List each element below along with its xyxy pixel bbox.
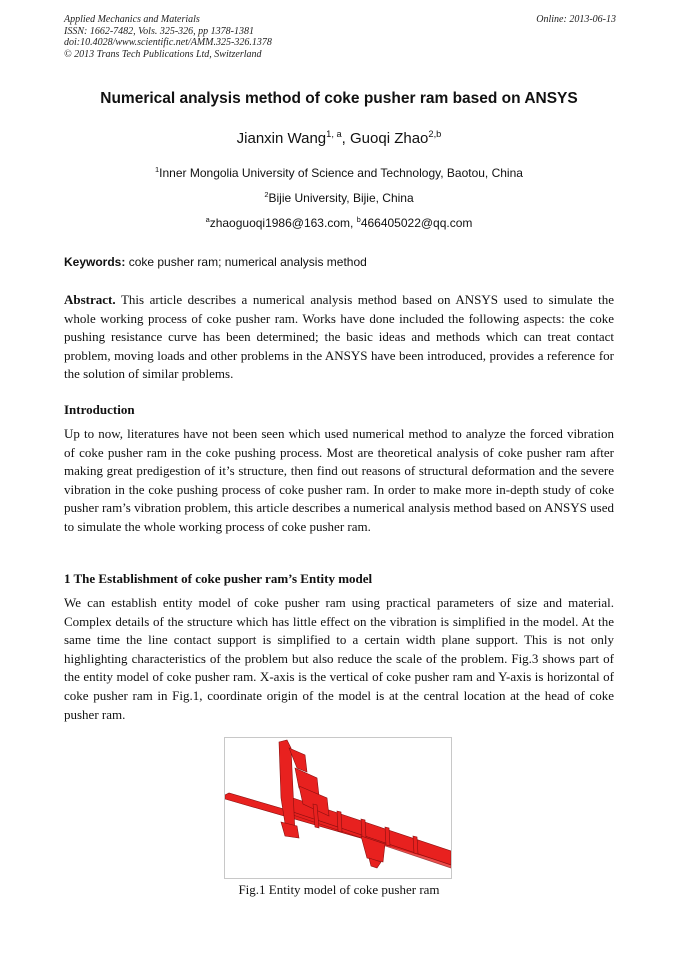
section1-heading: 1 The Establishment of coke pusher ram’s Entity model [64, 571, 373, 586]
paper-title: Numerical analysis method of coke pusher ram based on ANSYS [100, 90, 578, 107]
doi-line: doi:10.4028/www.scientific.net/AMM.325-326.1378 [64, 37, 272, 48]
section1-text: We can establish entity model of coke pusher ram using practical parameters of size and material. Complex details of the structure which has little effect on the vibration is simplified in the model. At the same time the line contact support is simplified to a certain width plane support. This is not only highlighting characteristics of the problem but also reduce the scale of the problem. Fig.3 shows part of the entity model of coke pusher ram. X-axis is the vertical of coke pusher ram and Y-axis is horizontal of coke pusher ram in Fig.1, coordinate origin of the model is at the central location at the head of coke pusher ram. [64, 595, 614, 722]
email-a: zhaoguoqi1986@163.com [209, 216, 350, 230]
author-name: Guoqi Zhao [350, 130, 429, 147]
beam-rib [337, 811, 342, 832]
beam-rib [413, 836, 418, 854]
tower-base [281, 822, 299, 838]
figure-1 [224, 737, 452, 879]
affiliation-text: Inner Mongolia University of Science and Technology, Baotou, China [159, 166, 523, 180]
journal-name: Applied Mechanics and Materials [64, 14, 200, 25]
affiliation-superscript: 1 [155, 165, 160, 174]
introduction-text: Up to now, literatures have not been seen which used numerical method to analyze the forced vibration of coke pusher ram in the coke pushing process. Most are theoretical analysis of coke pusher ram after making great predigestion of it’s structure, then find out reasons of structural deformation and the severe vibration in the coke pushing process of coke pusher ram. In order to make more in-depth study of coke pusher ram’s vibration problem, this article describes a numerical analysis method based on ANSYS used to simulate the whole working process of coke pusher ram. [64, 426, 614, 534]
affiliation-text: Bijie University, Bijie, China [268, 191, 414, 205]
author-list: Jianxin Wang$^{1, a}$, Guoqi Zhao$^{2,b}$ [236, 129, 442, 147]
introduction-heading: Introduction [64, 402, 135, 417]
email-superscript: b [356, 215, 361, 224]
issn-line: ISSN: 1662-7482, Vols. 325-326, pp 1378-1381 [64, 25, 254, 37]
abstract [64, 291, 614, 384]
author-name: Jianxin Wang [236, 130, 327, 147]
affiliation-superscript: 2 [264, 190, 269, 199]
coke-pusher-ram-model-image [225, 738, 451, 878]
figure-caption: Fig.1 Entity model of coke pusher ram [238, 882, 440, 897]
email-b: 466405022@qq.com [360, 216, 473, 230]
beam-rib [361, 819, 366, 838]
keywords-text: coke pusher ram; numerical analysis method [128, 255, 367, 269]
abstract-label: Abstract. [64, 292, 116, 307]
affiliation-2 [0, 191, 678, 205]
beam-rib [385, 827, 390, 846]
keywords-label: Keywords: [64, 255, 126, 269]
affiliation-1 [0, 166, 678, 180]
keywords [64, 255, 367, 269]
author-emails: $^a$zhaoguoqi1986@163.com, $^b$466405022@qq.com [205, 215, 473, 230]
copyright-line: © 2013 Trans Tech Publications Ltd, Switzerland [64, 48, 262, 60]
email-superscript: a [205, 215, 210, 224]
author-superscript: 2,b [428, 129, 442, 139]
online-date: Online: 2013-06-13 [536, 14, 616, 25]
abstract-text: This article describes a numerical analysis method based on ANSYS used to simulate the whole working process of coke pusher ram. Works have done included the following aspects: the coke pushing resistance curve has been determined; the basic ideas and methods which can treat contact problem, moving loads and other problems in the ANSYS have been introduced, provides a reference for the solution of similar problems. [64, 292, 614, 382]
journal-header [64, 14, 616, 60]
author-superscript: 1, a [326, 129, 342, 139]
